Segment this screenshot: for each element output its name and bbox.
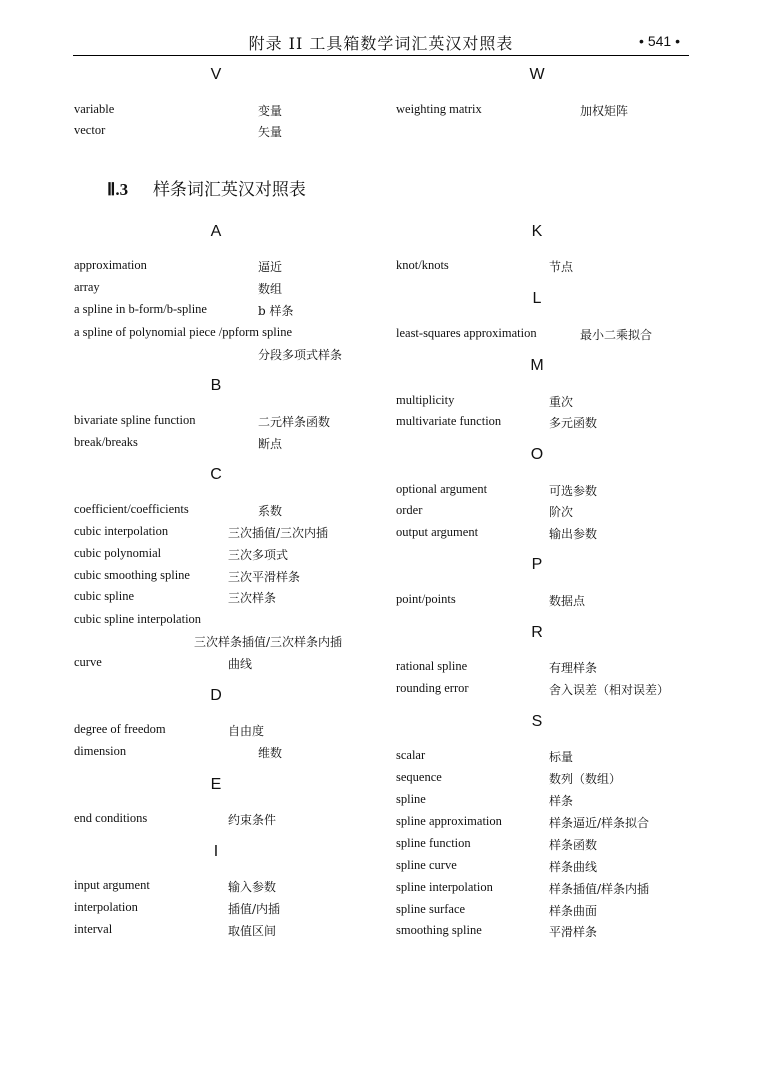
section-letter-i: I	[213, 843, 219, 860]
term-zh: 断点	[258, 437, 283, 451]
term-en: knot/knots	[396, 258, 449, 272]
term-en: order	[396, 503, 423, 517]
term-zh: 数据点	[549, 594, 586, 608]
term-zh: 可选参数	[549, 484, 598, 498]
term-zh: 最小二乘拟合	[580, 328, 653, 342]
term-en: sequence	[396, 770, 442, 784]
term-zh: 多元函数	[549, 416, 598, 430]
term-en: cubic smoothing spline	[74, 568, 190, 582]
term-zh: 分段多项式样条	[258, 348, 343, 362]
term-zh: 三次样条	[228, 591, 277, 605]
term-en: cubic spline	[74, 589, 135, 603]
header-rule	[73, 55, 689, 56]
term-zh: 输出参数	[549, 527, 598, 541]
section-letter-s: S	[531, 713, 543, 730]
term-en: coefficient/coefficients	[74, 502, 189, 516]
section-letter-e: E	[210, 776, 222, 793]
term-zh: 输入参数	[228, 880, 277, 894]
term-en: rounding error	[396, 681, 469, 695]
term-en: vector	[74, 123, 106, 137]
term-zh: 取值区间	[228, 924, 277, 938]
section-letter-w: W	[529, 66, 545, 83]
term-zh: 自由度	[228, 724, 265, 738]
term-zh: 三次插值/三次内插	[228, 526, 329, 540]
section-number: Ⅱ.3	[107, 180, 129, 199]
term-zh: 样条曲线	[549, 860, 598, 874]
term-zh: 节点	[549, 260, 574, 274]
term-en: multiplicity	[396, 393, 455, 407]
term-en: curve	[74, 655, 102, 669]
term-en: cubic spline interpolation	[74, 612, 202, 626]
term-en: spline surface	[396, 902, 466, 916]
term-zh: 三次样条插值/三次样条内插	[194, 635, 343, 649]
term-en: input argument	[74, 878, 150, 892]
term-zh: 系数	[258, 504, 283, 518]
term-zh: b 样条	[258, 304, 294, 318]
term-en: smoothing spline	[396, 923, 482, 937]
term-en: spline curve	[396, 858, 457, 872]
section-letter-b: B	[210, 377, 222, 394]
term-en: output argument	[396, 525, 479, 539]
term-en: spline interpolation	[396, 880, 493, 894]
term-en: cubic interpolation	[74, 524, 169, 538]
term-en: weighting matrix	[396, 102, 482, 116]
section-letter-o: O	[530, 446, 544, 463]
term-zh: 数组	[258, 282, 283, 296]
section-letter-k: K	[531, 223, 543, 240]
term-en: least-squares approximation	[396, 326, 537, 340]
term-zh: 插值/内插	[228, 902, 281, 916]
term-en: variable	[74, 102, 115, 116]
section-letter-v: V	[210, 66, 222, 83]
term-zh: 样条函数	[549, 838, 598, 852]
term-zh: 样条逼近/样条拟合	[549, 816, 650, 830]
term-zh: 样条曲面	[549, 904, 598, 918]
section-letter-m: M	[530, 357, 544, 374]
section-letter-p: P	[531, 556, 543, 573]
term-en: interval	[74, 922, 113, 936]
term-zh: 舍入误差（相对误差）	[549, 683, 670, 697]
term-en: dimension	[74, 744, 127, 758]
term-en: scalar	[396, 748, 426, 762]
section-title-text: 样条词汇英汉对照表	[152, 180, 306, 200]
term-en: end conditions	[74, 811, 148, 825]
term-en: approximation	[74, 258, 147, 272]
term-zh: 曲线	[228, 657, 253, 671]
term-zh: 有理样条	[549, 661, 598, 675]
term-zh: 样条	[549, 794, 574, 808]
term-en: point/points	[396, 592, 456, 606]
section-letter-d: D	[210, 687, 222, 704]
term-en: multivariate function	[396, 414, 502, 428]
term-zh: 矢量	[258, 125, 283, 139]
term-zh: 标量	[549, 750, 574, 764]
term-en: rational spline	[396, 659, 468, 673]
term-zh: 约束条件	[228, 813, 277, 827]
term-en: degree of freedom	[74, 722, 166, 736]
term-en: spline function	[396, 836, 471, 850]
term-zh: 样条插值/样条内插	[549, 882, 650, 896]
term-zh: 变量	[258, 104, 283, 118]
term-zh: 二元样条函数	[258, 415, 331, 429]
term-zh: 维数	[258, 746, 283, 760]
term-zh: 三次平滑样条	[228, 570, 301, 584]
term-en: spline approximation	[396, 814, 502, 828]
term-zh: 逼近	[258, 260, 283, 274]
term-en: a spline of polynomial piece /ppform spline	[74, 325, 293, 339]
section-title	[107, 175, 306, 200]
term-zh: 重次	[549, 395, 574, 409]
term-zh: 三次多项式	[228, 548, 289, 562]
term-en: cubic polynomial	[74, 546, 162, 560]
section-letter-l: L	[532, 290, 542, 307]
term-zh: 数列（数组）	[549, 772, 622, 786]
term-en: bivariate spline function	[74, 413, 196, 427]
term-en: array	[74, 280, 100, 294]
term-zh: 加权矩阵	[580, 104, 629, 118]
section-letter-a: A	[210, 223, 222, 240]
term-zh: 平滑样条	[549, 925, 598, 939]
running-header-title: 附录 II 工具箱数学词汇英汉对照表	[248, 34, 514, 53]
section-letter-r: R	[531, 624, 543, 641]
term-en: a spline in b-form/b-spline	[74, 302, 207, 316]
term-en: interpolation	[74, 900, 138, 914]
section-letter-c: C	[210, 466, 222, 483]
term-en: spline	[396, 792, 426, 806]
term-zh: 阶次	[549, 505, 574, 519]
term-en: optional argument	[396, 482, 488, 496]
term-en: break/breaks	[74, 435, 138, 449]
page-number: • 541 •	[639, 33, 680, 49]
